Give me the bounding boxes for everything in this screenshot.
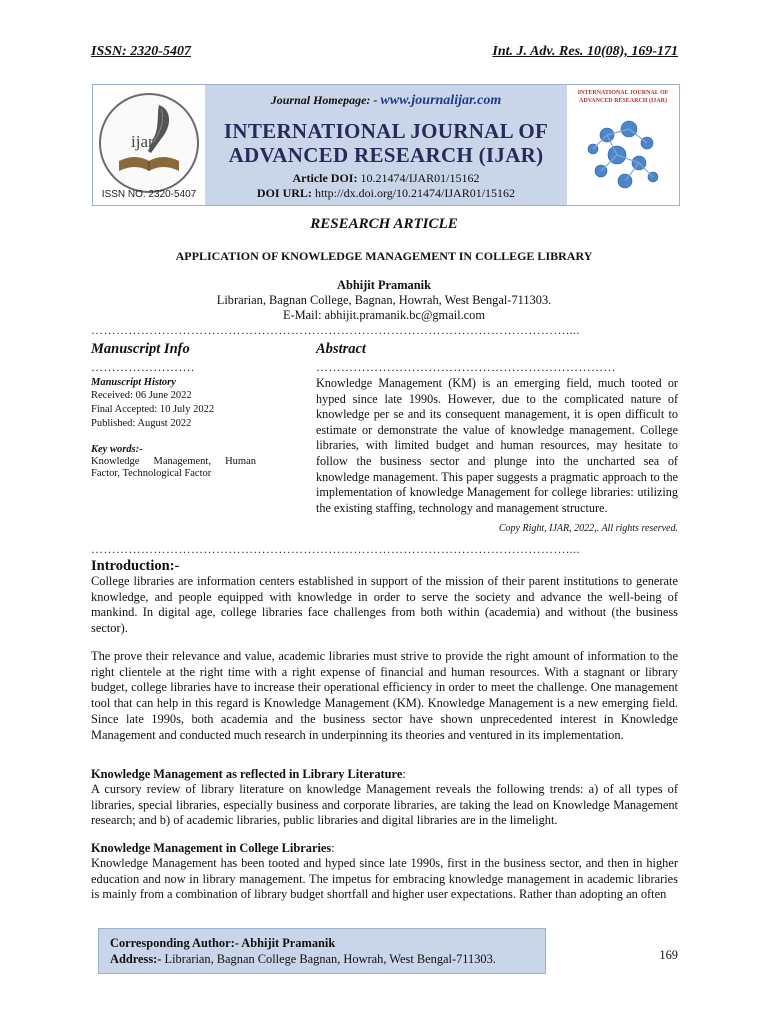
paragraph-2: The prove their relevance and value, academic libraries must strive to provide the right amount of information to the right clientele at the right time with a right expense of financial and human resources. With a stagnant or library budget, college libraries have to increase their operational efficiency in order to meet the challenge. One management tool that can help in this regard is Knowledge Management (KM). Knowledge Management is a new emerging field. Since late 1990s, both academia and the business sector have shown unprecedented interest in Knowledge Management and conducted much research in underpinning its theories and ventured in its implementation. [91,649,678,742]
doi-url-value[interactable]: http://dx.doi.org/10.21474/IJAR01/15162 [314,186,516,200]
journal-banner [92,84,680,206]
quill-book-icon [101,95,197,191]
address-text: Librarian, Bagnan College Bagnan, Howrah, West Bengal-711303. [161,952,496,966]
introduction-heading: Introduction:- [91,558,180,574]
divider-bottom: …………………………………………………………………………………………………….... [91,542,580,556]
section-heading-college [91,841,678,857]
address-label: Address:- [110,952,162,966]
logo-text: ijar [131,132,154,151]
article-title: APPLICATION OF KNOWLEDGE MANAGEMENT IN COLLEGE LIBRARY [175,249,593,263]
manuscript-info-heading: Manuscript Info [91,341,190,357]
keyword-human: Human [225,456,256,467]
copyright-notice: Copy Right, IJAR, 2022,. All rights reserved. [498,523,678,534]
article-doi [205,171,567,186]
cover-title: INTERNATIONAL JOURNAL OF ADVANCED RESEARCH (IJAR) [577,90,669,104]
author-name: Abhijit Pramanik [337,278,431,292]
college-heading-colon: : [331,841,335,855]
header-issn: ISSN: 2320-5407 [91,44,191,59]
doi-value: 10.21474/IJAR01/15162 [360,171,480,185]
received-date: Received: 06 June 2022 [91,390,192,401]
accepted-date: Final Accepted: 10 July 2022 [91,404,215,415]
doi-url [205,186,567,201]
homepage-link[interactable]: www.journalijar.com [380,93,502,108]
published-date: Published: August 2022 [91,418,192,429]
journal-cover-image [567,85,679,205]
page-number: 169 [659,948,678,962]
journal-homepage [205,93,567,109]
keyword-knowledge: Knowledge [91,456,140,467]
section-heading-literature [91,767,678,783]
article-type: RESEARCH ARTICLE [310,216,458,232]
paragraph-3: A cursory review of library literature on knowledge Management reveals the following trends: a) of all types of libraries, special libraries, especially business and corporate libraries, are taking the lead on Knowledge Management research; and b) of academic libraries, public libraries and digital libraries are in the limelight. [91,782,678,828]
keywords-label: Key words:- [91,444,143,455]
author-email: E-Mail: abhijit.pramanik.bc@gmail.com [282,308,486,322]
keywords-line2: Factor, Technological Factor [91,468,212,479]
abstract-text: Knowledge Management (KM) is an emerging field, much tooted or hyped since late 1990s. However, due to the complicated nature of knowledge per se and its consequent management, it is open difficult to estimate or demonstrate the value of knowledge management. College libraries, with limited budget and human resources, may hesitate to follow the business sector and plunge into the uncharted sea of knowledge management. This paper suggests a pragmatic approach to the implementation of knowledge Management for college libraries: utilizing the existing staffing, technology and management structure. [316,376,678,515]
abstract-dots: ……………………………………………………………… [316,360,616,374]
journal-title-line1: INTERNATIONAL JOURNAL OF [223,119,549,143]
manuscript-dots: ……………………. [91,360,195,374]
author-affiliation: Librarian, Bagnan College, Bagnan, Howrah, West Bengal-711303. [216,293,552,307]
corresponding-author: Corresponding Author:- Abhijit Pramanik [110,936,336,950]
literature-heading-text: Knowledge Management as reflected in Library Literature [91,767,403,781]
college-heading-text: Knowledge Management in College Libraries [91,841,332,855]
journal-title-line2: ADVANCED RESEARCH (IJAR) [228,143,544,167]
homepage-label: Journal Homepage: - [270,93,378,107]
doi-label: Article DOI: [292,171,358,185]
doi-url-label: DOI URL: [256,186,312,200]
divider-top: …………………………………………………………………………………………………….... [91,323,580,337]
abstract-heading: Abstract [316,341,366,357]
literature-heading-colon: : [402,767,406,781]
logo-issn: ISSN NO. 2320-5407 [101,189,197,200]
journal-logo [93,85,205,205]
author-address [110,952,496,967]
header-citation: Int. J. Adv. Res. 10(08), 169-171 [492,44,678,59]
corresponding-author-box [98,928,546,974]
paragraph-1: College libraries are information centers established in support of the mission of their parent institutions to generate knowledge, and people equipped with knowledge in order to serve the society and advance the well-being of mankind. In digital age, college libraries face challenges from both within (academia) and without (the business sector). [91,574,678,636]
keyword-management: Management, [153,456,211,467]
molecule-icon [567,85,679,205]
manuscript-history-label: Manuscript History [91,377,176,388]
paragraph-4: Knowledge Management has been tooted and hyped since late 1990s, first in the business sector, and then in higher education and now in library management. The impetus for embracing knowledge management in academic libraries is mainly from a combination of library budget shortfall and higher user expectations. Rather than adopting an often [91,856,678,902]
